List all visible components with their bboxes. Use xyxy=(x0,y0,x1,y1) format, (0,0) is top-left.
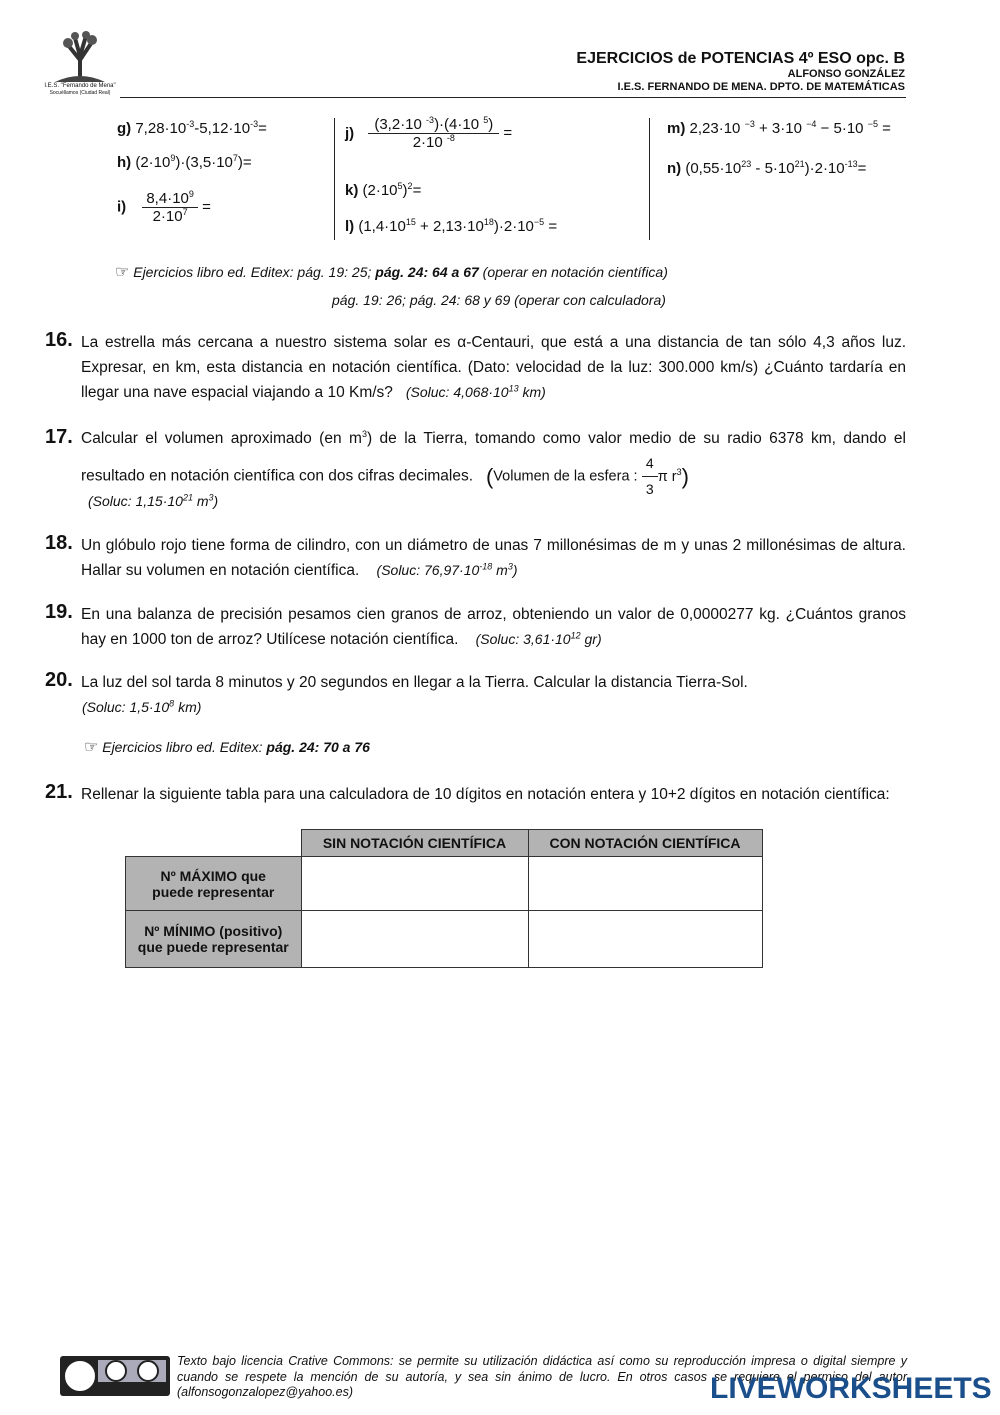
exercise-m: m) 2,23·10 $^{-3}$ + 3·10 $^{-4}$ − 5·10 $^{-5}$ = xyxy=(667,119,891,137)
note3-part-a: Ejercicios libro ed. Editex: xyxy=(102,739,267,755)
exercise-n: n) $(0,55\cdot 10^{23} - 5\cdot 10^{21})\cdot 2\cdot 10^{-13}=$ xyxy=(667,159,867,177)
cell-max-con[interactable] xyxy=(528,857,762,911)
problem-16-body: La estrella más cercana a nuestro sistema solar es α-Centauri, que está a una distancia de tan sólo 4,3 años luz. Expresar, en km, esta distancia en notación científica. (Dato: velocidad de la luz: 300.000 km/s) ¿Cuánto tardaría en llegar una nave espacial viajando a 10 Km/s? xyxy=(81,334,906,401)
column-divider-2 xyxy=(649,118,650,240)
problem-20-number: 20. xyxy=(45,669,73,691)
pointing-hand-icon: ☞ xyxy=(115,264,130,281)
problem-18-body: Un glóbulo rojo tiene forma de cilindro, con un diámetro de unas 7 millonésimas de m y unas 2 millonésimas de altura. Hallar su volumen en notación científica. xyxy=(81,537,906,579)
table-header-con: CON NOTACIÓN CIENTÍFICA xyxy=(528,830,762,857)
problem-17-body-a: Calcular el volumen aproximado (en m xyxy=(81,430,362,447)
problem-19-number: 19. xyxy=(45,601,73,623)
problem-17-text: Calcular el volumen aproximado (en $m^3$) de la Tierra, tomando como valor medio de su radio 6378 km, dando el resultado en notación científica con dos cifras decimales. (Volumen de la esfera : $\frac{4}{3}$ π $r^3$) xyxy=(81,428,906,497)
exercise-k: k) $(2\cdot 10^5)^2=$ xyxy=(345,181,422,199)
exercise-h: h) $(2\cdot 10^9)\cdot(3,5\cdot 10^7)=$ xyxy=(117,153,252,171)
header-divider xyxy=(120,97,906,98)
problem-16-text xyxy=(81,330,906,405)
creative-commons-badge xyxy=(60,1356,170,1396)
problem-18-solution: (Soluc: $76,97\cdot 10^{-18}$ $m^3$) xyxy=(376,561,518,578)
label-k: k) xyxy=(345,182,359,199)
problem-17-number: 17. xyxy=(45,426,73,448)
table-header-sin: SIN NOTACIÓN CIENTÍFICA xyxy=(301,830,528,857)
table-corner xyxy=(126,830,302,857)
table-row-min-label: Nº MÍNIMO (positivo) que puede representar xyxy=(126,911,302,968)
note3-part-b: pág. 24: 70 a 76 xyxy=(266,739,370,755)
book-note-1 xyxy=(115,262,668,282)
logo-caption-line1: I.E.S. "Fernando de Mena" xyxy=(44,83,116,89)
problem-18-number: 18. xyxy=(45,532,73,554)
problem-20-text: La luz del sol tarda 8 minutos y 20 segundos en llegar a la Tierra. Calcular la distancia Tierra-Sol. xyxy=(81,674,748,691)
label-g: g) xyxy=(117,120,132,137)
exercise-g: g) $7,28\cdot 10^{-3}-5,12\cdot 10^{-3}=$ xyxy=(117,119,267,137)
problem-21-text: Rellenar la siguiente tabla para una calculadora de 10 dígitos en notación entera y 10+2 dígitos en notación científica: xyxy=(81,786,890,803)
problem-21-number: 21. xyxy=(45,781,73,803)
sphere-formula-label: Volumen de la esfera : xyxy=(493,468,638,485)
problem-17-solution: (Soluc: $1,15\cdot 10^{21}$ $m^3$) xyxy=(88,492,219,509)
note1-part-a: Ejercicios libro ed. Editex: pág. 19: 25; xyxy=(133,264,376,280)
column-divider-1 xyxy=(334,118,335,240)
pointing-hand-icon: ☞ xyxy=(84,739,99,756)
liveworksheets-brand: LIVEWORKSHEETS xyxy=(710,1372,992,1405)
problem-16-number: 16. xyxy=(45,329,73,351)
label-h: h) xyxy=(117,154,132,171)
page-title: EJERCICIOS de POTENCIAS 4º ESO opc. B xyxy=(576,50,905,67)
label-i: i) xyxy=(117,198,127,216)
logo-caption-line2: Socuéllamos (Ciudad Real) xyxy=(49,90,111,96)
table-row-max-label: Nº MÁXIMO que puede representar xyxy=(126,857,302,911)
label-m: m) xyxy=(667,120,686,137)
problem-19-text xyxy=(81,602,906,652)
book-note-3 xyxy=(84,737,370,757)
exercise-i: i) $\frac{8,4\cdot 10^9}{2\cdot 10^7}$ = xyxy=(117,189,211,225)
license-text: Texto bajo licencia Crative Commons: se permite su utilización didáctica así como su reproducción impresa o digital siempre y cuando se respete la mención de su autoría, y sea sin ánimo de lucro. En otros casos se requiere el permiso del autor (alfonsogonzalopez@yahoo.es) xyxy=(177,1354,907,1399)
problem-19-solution: (Soluc: $3,61\cdot 10^{12}$ gr) xyxy=(475,630,602,647)
department: I.E.S. FERNANDO DE MENA. DPTO. DE MATEMÁTICAS xyxy=(617,81,905,93)
note1-part-b: pág. 24: 64 a 67 xyxy=(375,264,479,280)
label-l: l) xyxy=(345,218,355,235)
cell-min-sin[interactable] xyxy=(301,911,528,968)
label-n: n) xyxy=(667,160,682,177)
problem-18-text xyxy=(81,533,906,583)
label-j: j) xyxy=(345,125,355,142)
cell-max-sin[interactable] xyxy=(301,857,528,911)
book-note-2: pág. 19: 26; pág. 24: 68 y 69 (operar con calculadora) xyxy=(332,292,666,308)
problem-20-solution: (Soluc: $1,5\cdot 10^8$ km) xyxy=(82,698,202,715)
problem-17-body-b: ) de la Tierra, tomando como valor medio de su radio 6378 km, dando el resultado en notación científica con dos cifras decimales. xyxy=(81,430,906,485)
logo-caption xyxy=(40,83,120,97)
problem-16-solution: (Soluc: $4,068\cdot 10^{13}$ km) xyxy=(405,383,546,400)
exercise-l: l) $(1,4\cdot 10^{15} + 2,13\cdot 10^{18})\cdot 2\cdot 10^{-5}$ = xyxy=(345,217,558,235)
problem-19-body: En una balanza de precisión pesamos cien granos de arroz, obteniendo un valor de 0,0000277 kg. ¿Cuántos granos hay en 1000 ton de arroz? Utilícese notación científica. xyxy=(81,606,906,648)
author: ALFONSO GONZÁLEZ xyxy=(787,68,905,80)
note1-part-c: (operar en notación científica) xyxy=(478,264,668,280)
calculator-table xyxy=(125,829,763,968)
cell-min-con[interactable] xyxy=(528,911,762,968)
exercise-j: j) $\frac{(3,2\cdot 10 ^{-3})\cdot(4\cdot 10 ^5)}{2\cdot 10 ^{-8}}$ = xyxy=(345,115,513,151)
